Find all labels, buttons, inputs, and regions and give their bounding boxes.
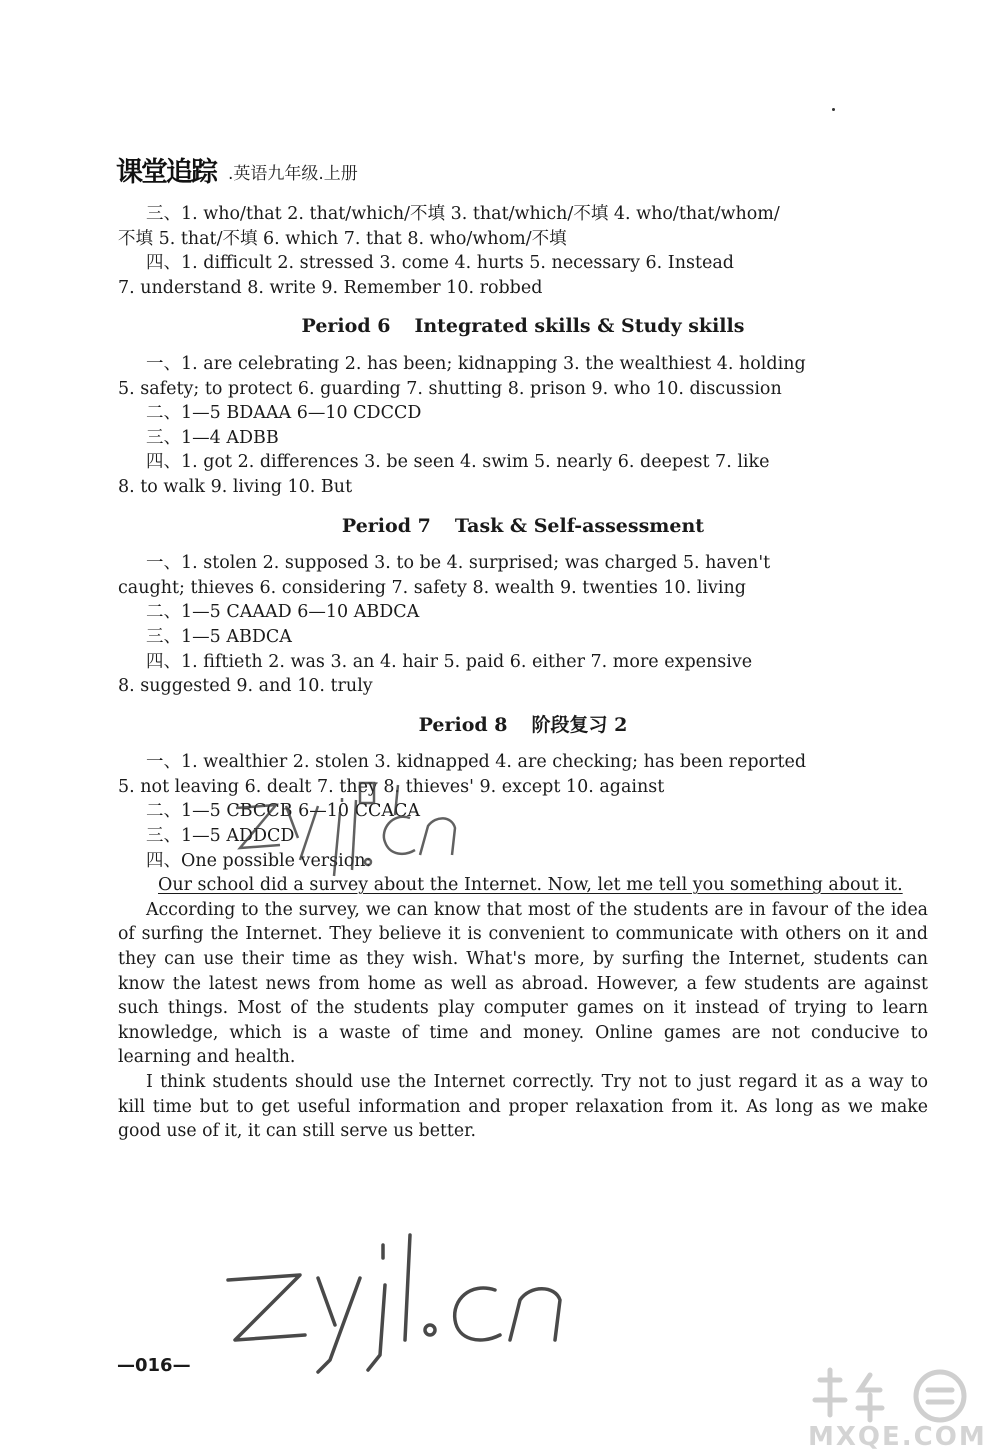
answer-line: 二、1—5 BDAAA 6—10 CDCCD: [146, 403, 422, 424]
period-label: Period 6: [301, 315, 391, 338]
section-title-period8: [118, 713, 928, 738]
answer-line: 一、1. stolen 2. supposed 3. to be 4. surprised; was charged 5. haven't: [146, 553, 771, 574]
answer-line: 一、1. wealthier 2. stolen 3. kidnapped 4. are checking; has been reported: [146, 752, 807, 773]
section-title-period6: [118, 314, 928, 339]
answer-line: 5. not leaving 6. dealt 7. they 8. thieves' 9. except 10. against: [118, 776, 665, 797]
period-subtitle: Task & Self-assessment: [454, 514, 705, 537]
section-title-period7: [118, 514, 928, 539]
answer-line: 四、1. fiftieth 2. was 3. an 4. hair 5. paid 6. either 7. more expensive: [146, 651, 753, 672]
answer-line: 8. suggested 9. and 10. truly: [118, 676, 373, 697]
ink-dot: [832, 108, 835, 111]
period-label: Period 8: [418, 713, 508, 736]
answer-line: 二、1—5 CAAAD 6—10 ABDCA: [146, 602, 420, 623]
answer-line: 一、1. are celebrating 2. has been; kidnapping 3. the wealthiest 4. holding: [146, 353, 806, 374]
answer-line: 三、1—5 ABDCA: [146, 626, 292, 647]
answer-line: 二、1—5 CBCCB 6—10 CCACA: [146, 801, 421, 822]
page-header: [116, 150, 416, 190]
answer-line: 5. safety; to protect 6. guarding 7. shutting 8. prison 9. who 10. discussion: [118, 378, 782, 399]
answer-line: 四、One possible version:: [146, 850, 372, 871]
essay-first-line: Our school did a survey about the Internet. Now, let me tell you something about it.: [158, 875, 903, 896]
period-label: Period 7: [341, 514, 431, 537]
answer-line: 三、1. who/that 2. that/which/不填 3. that/which/不填 4. who/that/whom/: [146, 204, 780, 224]
answer-line: 不填 5. that/不填 6. which 7. that 8. who/whom/不填: [118, 228, 567, 249]
page-number: —016—: [117, 1355, 191, 1376]
book-subtitle: .英语九年级.上册: [228, 164, 358, 184]
essay-paragraph: I think students should use the Internet correctly. Try not to just regard it as a way to kill time but to get useful information and proper relaxation from it. As long as we make good use of it, it can still serve us better.: [118, 1072, 928, 1142]
period-subtitle: 阶段复习 2: [531, 713, 628, 736]
period-subtitle: Integrated skills & Study skills: [414, 315, 745, 338]
answer-content: [118, 202, 928, 1144]
answer-line: 四、1. difficult 2. stressed 3. come 4. hurts 5. necessary 6. Instead: [146, 253, 734, 274]
brand-logo-text: 课堂追踪: [116, 157, 216, 188]
answer-line: 7. understand 8. write 9. Remember 10. robbed: [118, 277, 543, 298]
essay-paragraph: According to the survey, we can know that most of the students are in favour of the idea of surfing the Internet. They believe it is convenient to communicate with others on it and they can use their time as they wish. What's more, by surfing the Internet, students can know the latest news from home as well as abroad. However, a few students are against such things. Most of the students play computer games on it instead of trying to learn knowledge, which is a waste of time and money. Online games are not conducive to learning and health.: [118, 899, 928, 1068]
answer-line: 三、1—4 ADBB: [146, 427, 279, 448]
answer-line: caught; thieves 6. considering 7. safety 8. wealth 9. twenties 10. living: [118, 577, 746, 598]
answer-line: 四、1. got 2. differences 3. be seen 4. swim 5. nearly 6. deepest 7. like: [146, 452, 770, 473]
corner-watermark-text: MXQE.COM: [808, 1422, 987, 1452]
answer-line: 三、1—5 ADDCD: [146, 826, 295, 847]
answer-line: 8. to walk 9. living 10. But: [118, 476, 353, 497]
